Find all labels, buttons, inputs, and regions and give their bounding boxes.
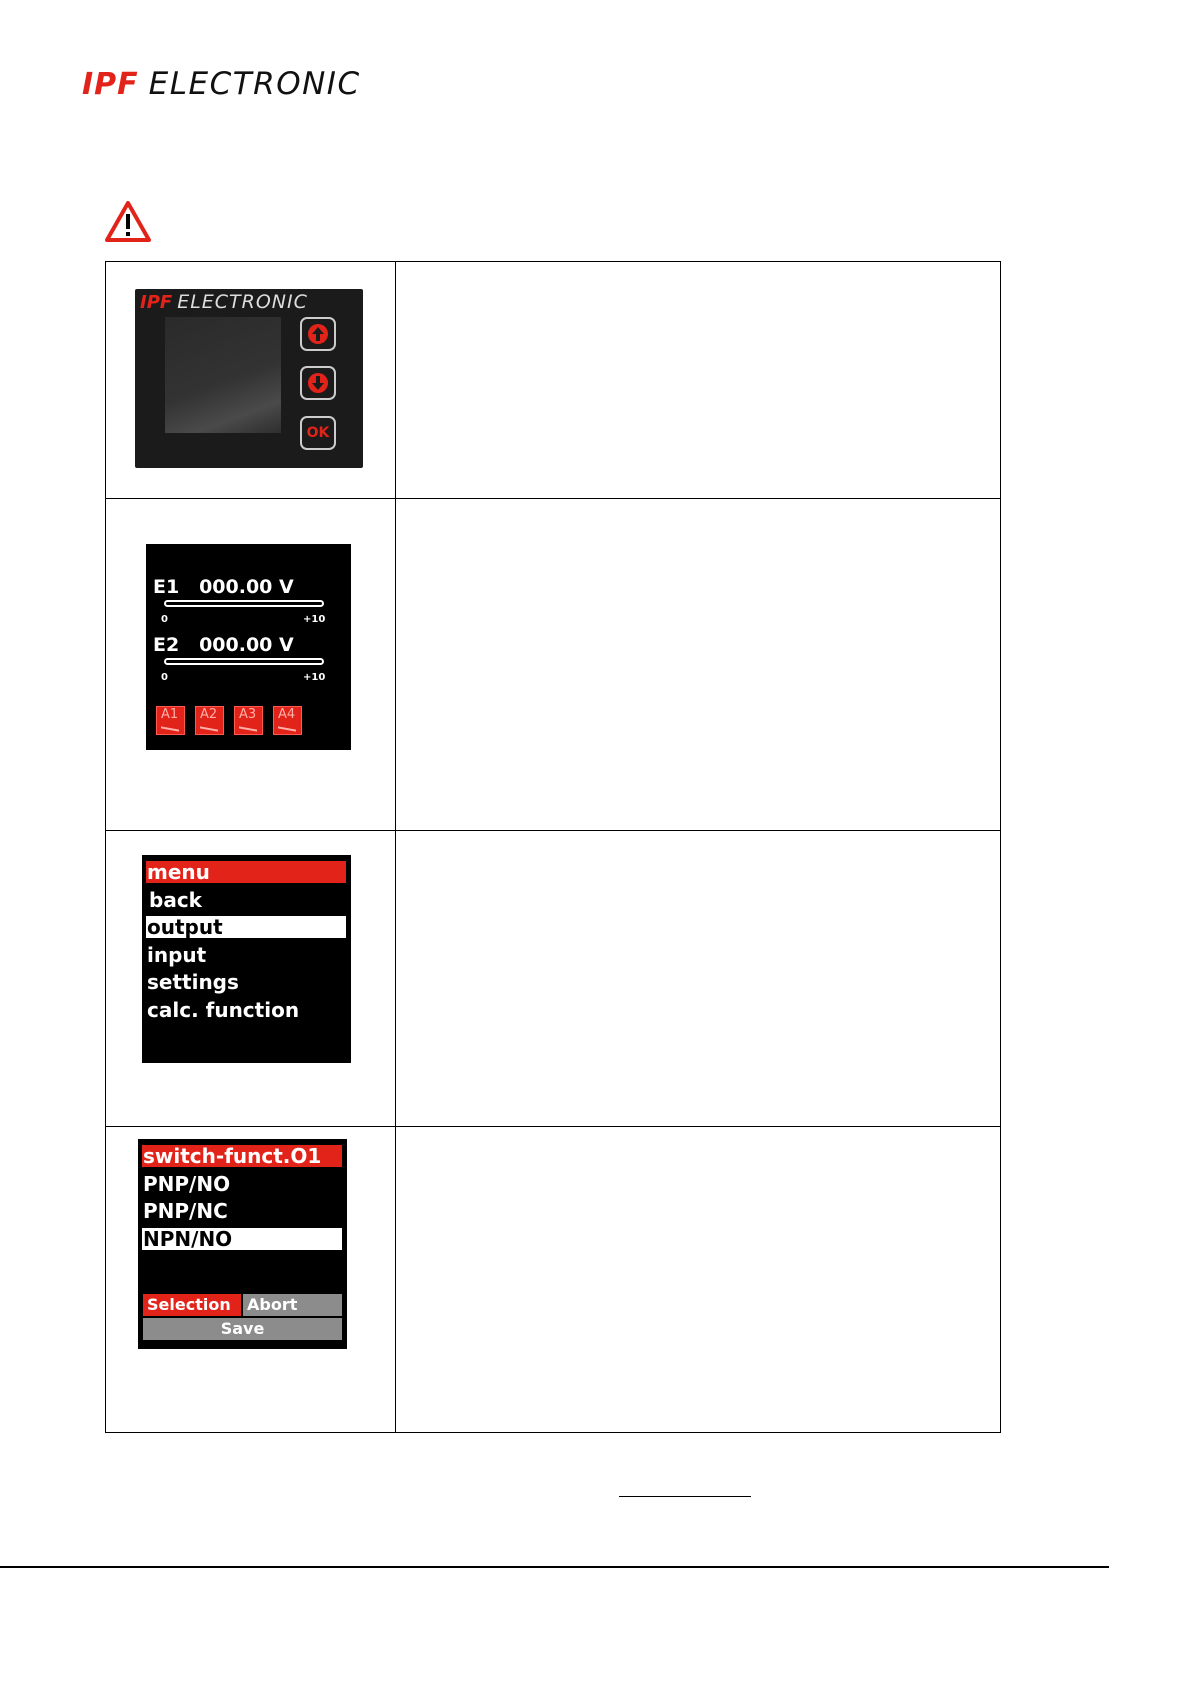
switch-icon: [161, 726, 179, 731]
device-logo-rest: ELECTRONIC: [177, 291, 308, 313]
output-indicator-a4: [273, 706, 302, 735]
logo-brand-rest: ELECTRONIC: [148, 66, 361, 102]
table-row: [106, 1127, 1000, 1432]
up-button[interactable]: [300, 317, 336, 351]
option-npn-no[interactable]: NPN/NO: [142, 1228, 342, 1250]
scale-max: +10: [303, 614, 326, 625]
switch-title: switch-funct.O1: [142, 1145, 342, 1167]
selection-button[interactable]: Selection: [143, 1294, 241, 1316]
table-cell-image: [106, 262, 396, 498]
table-row: [106, 831, 1000, 1127]
output-label: A3: [239, 707, 257, 722]
channel-e2-label: [153, 634, 294, 656]
menu-item-calc-function[interactable]: calc. function: [147, 998, 300, 1022]
channel-e1-label: [153, 576, 294, 598]
table-row: [106, 499, 1000, 831]
menu-item-output[interactable]: output: [146, 916, 346, 938]
table-cell-text: [396, 262, 1000, 498]
table-cell-image: [106, 499, 396, 830]
channel-e1-bar: [164, 600, 324, 607]
warning-icon: [104, 200, 152, 244]
abort-button[interactable]: Abort: [243, 1294, 342, 1316]
device-front-panel: [135, 289, 363, 468]
scale-min: 0: [161, 614, 168, 625]
menu-item-back[interactable]: back: [149, 888, 202, 912]
switch-icon: [200, 726, 218, 731]
menu-item-input[interactable]: input: [147, 943, 207, 967]
output-label: A2: [200, 707, 218, 722]
output-label: A4: [278, 707, 296, 722]
company-logo: [82, 64, 361, 104]
output-indicator-a2: [195, 706, 224, 735]
device-logo: [140, 291, 308, 313]
table-cell-image: [106, 831, 396, 1126]
logo-brand-bold: IPF: [82, 66, 139, 102]
switch-function-display: [138, 1139, 347, 1349]
table-row: [106, 262, 1000, 499]
menu-item-settings[interactable]: settings: [147, 970, 239, 994]
main-display: [146, 544, 351, 750]
option-pnp-no[interactable]: PNP/NO: [143, 1172, 231, 1196]
channel-e2-bar: [164, 658, 324, 665]
arrow-up-icon: [307, 323, 329, 345]
switch-icon: [239, 726, 257, 731]
menu-title: menu: [146, 861, 346, 883]
page-bottom-rule: [0, 1566, 1109, 1568]
output-indicator-a3: [234, 706, 263, 735]
table-cell-image: [106, 1127, 396, 1432]
footer-rule: [619, 1496, 751, 1497]
output-label: A1: [161, 707, 179, 722]
arrow-down-icon: [307, 372, 329, 394]
channel-value: 000.00 V: [199, 634, 294, 656]
menu-display: [142, 855, 351, 1063]
instruction-table: [105, 261, 1001, 1433]
option-pnp-nc[interactable]: PNP/NC: [143, 1199, 228, 1223]
ok-button[interactable]: [300, 416, 336, 450]
device-logo-bold: IPF: [140, 292, 173, 313]
scale-max: +10: [303, 672, 326, 683]
table-cell-text: [396, 831, 1000, 1126]
switch-icon: [278, 726, 296, 731]
ok-button-label: OK: [306, 425, 330, 441]
scale-min: 0: [161, 672, 168, 683]
channel-name: E1: [153, 576, 180, 598]
channel-name: E2: [153, 634, 180, 656]
output-indicator-a1: [156, 706, 185, 735]
channel-value: 000.00 V: [199, 576, 294, 598]
device-screen: [165, 317, 281, 433]
table-cell-text: [396, 499, 1000, 830]
down-button[interactable]: [300, 366, 336, 400]
table-cell-text: [396, 1127, 1000, 1432]
save-button[interactable]: Save: [143, 1318, 342, 1340]
